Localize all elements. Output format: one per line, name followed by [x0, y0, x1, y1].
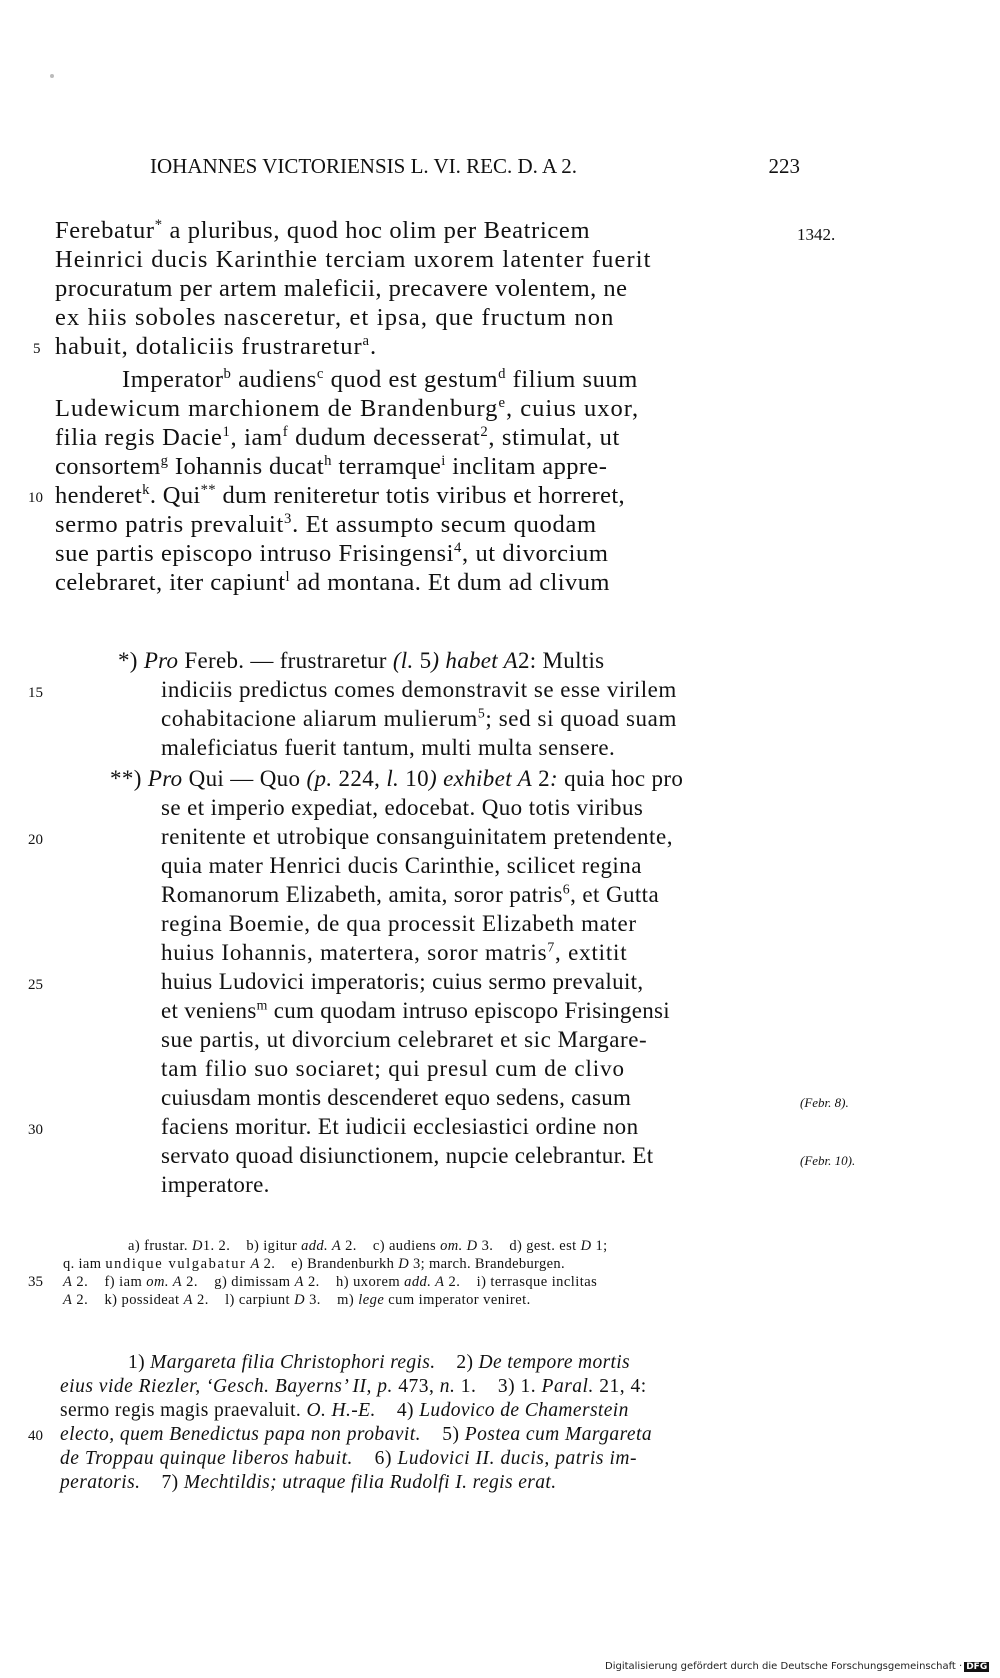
footnote-line: quia mater Henrici ducis Carinthie, scilicet regina [161, 853, 642, 878]
line-number: 40 [28, 1428, 43, 1444]
text-line: sue partis episcopo intruso Frisingensi$^4$, ut divorcium [55, 539, 609, 567]
footnote-line: regina Boemie, de qua processit Elizabeth mater [161, 911, 637, 936]
footnote-line: huius Iohannis, matertera, soror matris$^7$, extitit [161, 939, 628, 965]
footnote-line: Romanorum Elizabeth, amita, soror patris$^6$, et Gutta [161, 881, 660, 907]
footnote-line: renitente et utrobique consanguinitatem pretendente, [161, 824, 674, 849]
speck [50, 74, 54, 78]
footnote-line: maleficiatus fuerit tantum, multi multa sensere. [161, 735, 616, 760]
note-line: sermo regis magis praevaluit. O. H.-E. 4) Ludovico de Chamerstein [60, 1400, 629, 1421]
note-line: de Troppau quinque liberos habuit. 6) Ludovici II. ducis, patris im- [60, 1448, 638, 1469]
note-line: electo, quem Benedictus papa non probavit. 5) Postea cum Margareta [60, 1424, 653, 1445]
line-number: 30 [28, 1122, 43, 1138]
line-number: 35 [28, 1274, 43, 1290]
margin-date: (Febr. 10). [800, 1153, 856, 1168]
footnote-line: se et imperio expediat, edocebat. Quo totis viribus [161, 795, 644, 820]
text-line: consortem$^g$ Iohannis ducat$^h$ terramque$^i$ inclitam appre- [55, 452, 608, 480]
note-line: peratoris. 7) Mechtildis; utraque filia Rudolfi I. regis erat. [60, 1472, 557, 1493]
line-number: 10 [28, 490, 43, 506]
note-line: eius vide Riezler, ‘Gesch. Bayerns’ II, p. 473, n. 1. 3) 1. Paral. 21, 4: [60, 1376, 647, 1397]
line-number: 25 [28, 977, 43, 993]
text-line: Imperator$^b$ audiens$^c$ quod est gestum$^d$ filium suum [122, 365, 638, 393]
text-line: sermo patris prevaluit$^3$. Et assumpto secum quodam [55, 510, 597, 538]
text-line: Ferebatur* a pluribus, quod hoc olim per Beatricem [55, 216, 591, 244]
margin-year: 1342. [797, 225, 836, 244]
text-line: Heinrici ducis Karinthie terciam uxorem latenter fuerit [55, 246, 652, 273]
footnote-line: sue partis, ut divorcium celebraret et sic Margare- [161, 1027, 648, 1052]
text-line: celebraret, iter capiunt$^l$ ad montana. Et dum ad clivum [55, 568, 610, 596]
line-number: 5 [33, 341, 41, 357]
footnote-line: *) Pro Fereb. — frustraretur (l. 5) habet A2: Multis [118, 648, 605, 673]
line-number: 15 [28, 685, 43, 701]
text-line: procuratum per artem maleficii, precavere volentem, ne [55, 275, 628, 302]
apparatus-line: a) frustar. D1. 2. b) igitur add. A 2. c) audiens om. D 3. d) gest. est D 1; [128, 1238, 608, 1254]
footnote-line: tam filio suo sociaret; qui presul cum de clivo [161, 1056, 625, 1081]
footnote-line: **) Pro Qui — Quo (p. 224, l. 10) exhibet A 2: quia hoc pro [110, 766, 684, 791]
apparatus-line: q. iam undique vulgabatur A 2. e) Brandenburkh D 3; march. Brandeburgen. [63, 1256, 565, 1272]
footnote-line: servato quoad disiunctionem, nupcie celebrantur. Et [161, 1143, 654, 1168]
text-line: henderet$^k$. Qui** dum reniteretur totis viribus et horreret, [55, 481, 625, 509]
footnote-line: et veniens$^m$ cum quodam intruso episcopo Frisingensi [161, 997, 670, 1023]
footnote-line: imperatore. [161, 1172, 270, 1197]
page-number: 223 [768, 154, 800, 178]
apparatus-line: A 2. k) possideat A 2. l) carpiunt D 3. m) lege cum imperator veniret. [63, 1292, 531, 1308]
text-line: habuit, dotaliciis frustraretur$^a$. [55, 332, 377, 360]
running-title: IOHANNES VICTORIENSIS L. VI. REC. D. A 2. [150, 154, 578, 178]
dfg-logo: DFG [966, 1662, 988, 1672]
line-number: 20 [28, 832, 43, 848]
footnote-line: cohabitacione aliarum mulierum$^5$; sed si quoad suam [161, 705, 677, 731]
note-line: 1) Margareta filia Christophori regis. 2) De tempore mortis [128, 1352, 630, 1373]
margin-date: (Febr. 8). [800, 1095, 849, 1110]
footnote-line: huius Ludovici imperatoris; cuius sermo prevaluit, [161, 969, 644, 994]
footnote-line: faciens moritur. Et iudicii ecclesiastici ordine non [161, 1114, 639, 1139]
footnote-line: indiciis predictus comes demonstravit se esse virilem [161, 677, 677, 702]
text-line: Ludewicum marchionem de Brandenburg$^e$, cuius uxor, [55, 394, 640, 422]
credit-text: Digitalisierung gefördert durch die Deutsche Forschungsgemeinschaft · [605, 1661, 963, 1672]
digitization-credit [605, 1661, 989, 1672]
text-line: ex hiis soboles nasceretur, et ipsa, que fructum non [55, 304, 615, 331]
text-line: filia regis Dacie$^1$, iam$^f$ dudum decesserat$^2$, stimulat, ut [55, 423, 620, 451]
footnote-line: cuiusdam montis descenderet equo sedens, casum [161, 1085, 632, 1110]
apparatus-line: A 2. f) iam om. A 2. g) dimissam A 2. h) uxorem add. A 2. i) terrasque inclitas [63, 1274, 598, 1290]
